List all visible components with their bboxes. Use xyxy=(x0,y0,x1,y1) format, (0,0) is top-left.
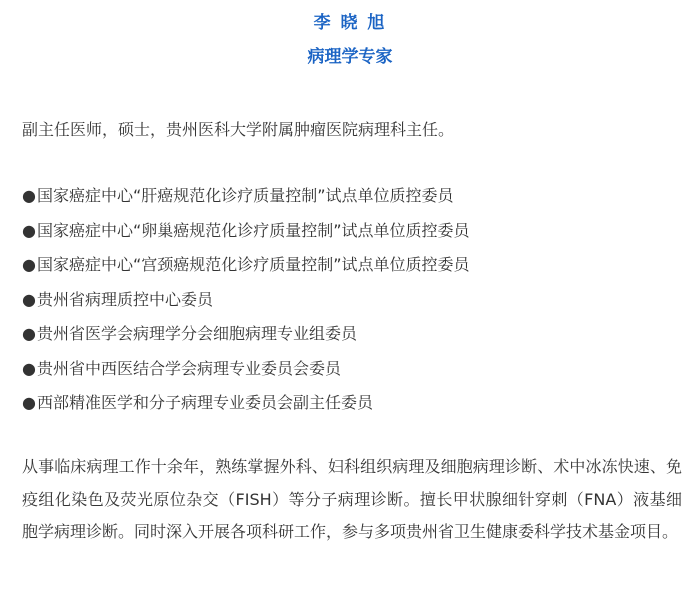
role-item xyxy=(22,389,682,424)
role-item xyxy=(22,182,682,217)
bio-paragraph: 从事临床病理工作十余年，熟练掌握外科、妇科组织病理及细胞病理诊断、术中冰冻快速、免疫组化染色及荧光原位杂交（FISH）等分子病理诊断。擅长甲状腺细针穿刺（FNA）液基细胞学病理诊断。同时深入开展各项科研工作，参与多项贵州省卫生健康委科学技术基金项目。 xyxy=(22,457,682,541)
role-item xyxy=(22,320,682,355)
role-text: 贵州省中西医结合学会病理专业委员会委员 xyxy=(36,358,341,378)
roles-list xyxy=(22,182,682,424)
bullet-icon: ● xyxy=(22,324,36,343)
role-item xyxy=(22,217,682,252)
role-text: 西部精准医学和分子病理专业委员会副主任委员 xyxy=(36,393,373,412)
role-text: 国家癌症中心“卵巢癌规范化诊疗质量控制”试点单位质控委员 xyxy=(36,220,470,240)
role-item xyxy=(22,286,682,321)
role-text: 国家癌症中心“肝癌规范化诊疗质量控制”试点单位质控委员 xyxy=(36,186,454,205)
role-text: 贵州省医学会病理学分会细胞病理专业组委员 xyxy=(36,324,357,343)
bullet-icon: ● xyxy=(22,255,36,274)
bullet-icon: ● xyxy=(22,393,36,412)
bullet-icon: ● xyxy=(22,220,36,240)
role-item xyxy=(22,355,682,390)
bullet-icon: ● xyxy=(22,289,36,309)
expert-title: 病理学专家 xyxy=(307,47,393,67)
expert-name: 李 晓 旭 xyxy=(313,13,387,33)
role-item xyxy=(22,251,682,286)
role-text: 国家癌症中心“宫颈癌规范化诊疗质量控制”试点单位质控委员 xyxy=(36,255,470,274)
intro-paragraph: 副主任医师，硕士，贵州医科大学附属肿瘤医院病理科主任。 xyxy=(22,120,455,139)
bullet-icon: ● xyxy=(22,186,36,205)
role-text: 贵州省病理质控中心委员 xyxy=(36,289,213,309)
bullet-icon: ● xyxy=(22,358,36,378)
